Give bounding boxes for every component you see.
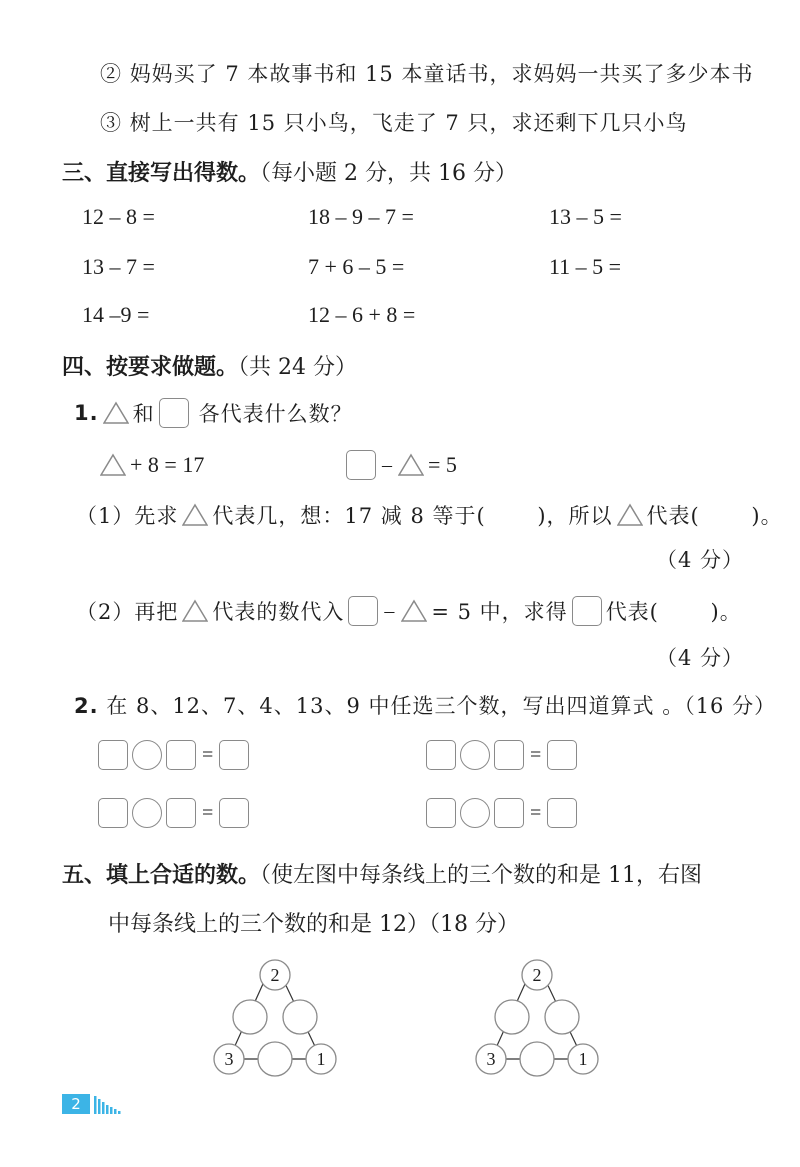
node-blank — [545, 1000, 579, 1034]
square-icon — [572, 596, 602, 626]
q-text: 代表几，想：17 减 8 等于( )，所以 — [212, 504, 613, 528]
expr: 18 – 9 – 7 = — [308, 204, 414, 229]
page-number: 2 — [62, 1094, 90, 1114]
item-text: 树上一共有 15 只小鸟，飞走了 7 只，求还剩下几只小鸟 — [129, 111, 688, 135]
equation-template — [426, 740, 577, 770]
equation-text: = 5 — [428, 452, 457, 477]
expr: 13 – 5 = — [549, 204, 622, 229]
equals-sign: = — [202, 743, 214, 766]
node-label: 2 — [270, 965, 280, 985]
operator-circle[interactable] — [460, 798, 490, 828]
answer-box[interactable] — [219, 798, 249, 828]
operator-circle[interactable] — [460, 740, 490, 770]
node-label: 3 — [486, 1049, 496, 1069]
answer-box[interactable] — [494, 740, 524, 770]
equation-template — [98, 740, 249, 770]
expr: 12 – 6 + 8 = — [308, 302, 416, 327]
minus-sign: – — [384, 599, 396, 622]
expr: 11 – 5 = — [549, 254, 622, 279]
q-text: 代表的数代入 — [212, 600, 345, 624]
square-icon — [159, 398, 189, 428]
q-text: （1）先求 — [76, 504, 179, 528]
operator-circle[interactable] — [132, 798, 162, 828]
score: （4 分） — [656, 646, 745, 670]
q-text: 在 8、12、7、4、13、9 中任选三个数，写出四道算式 。（16 分） — [106, 694, 777, 718]
triangle-icon — [398, 453, 424, 477]
equals-sign: = — [202, 801, 214, 824]
q-number: 1. — [74, 401, 99, 425]
triangle-icon — [182, 599, 208, 623]
q-text: 和 — [132, 402, 155, 426]
triangle-icon — [617, 503, 643, 527]
answer-box[interactable] — [426, 740, 456, 770]
section-note: （使左图中每条线上的三个数的和是 11，右图 — [260, 863, 703, 888]
answer-box[interactable] — [166, 740, 196, 770]
q-text: = 5 中，求得 — [431, 600, 568, 624]
expr: 12 – 8 = — [82, 204, 155, 229]
node-label: 2 — [532, 965, 542, 985]
section3-heading — [62, 156, 517, 187]
item-3 — [100, 107, 687, 137]
expr: 14 –9 = — [82, 302, 150, 327]
equation-template — [98, 798, 249, 828]
section5-note-line2: 中每条线上的三个数的和是 12）（18 分） — [108, 912, 519, 937]
triangle-icon — [182, 503, 208, 527]
equation-text: + 8 = 17 — [130, 452, 205, 477]
node-label: 3 — [224, 1049, 234, 1069]
section-title: 五、填上合适的数。 — [62, 863, 261, 888]
answer-box[interactable] — [547, 798, 577, 828]
q-number: 2. — [74, 694, 99, 718]
node-blank — [520, 1042, 554, 1076]
item-num: ② — [100, 62, 122, 86]
equation-template — [426, 798, 577, 828]
q-text: 代表( )。 — [605, 600, 742, 624]
q-text: 代表( )。 — [646, 504, 783, 528]
node-blank — [258, 1042, 292, 1076]
triangle-puzzle-right — [467, 955, 607, 1085]
item-2 — [100, 58, 753, 88]
item-text: 妈妈买了 7 本故事书和 15 本童话书，求妈妈一共买了多少本书 — [129, 62, 754, 86]
triangle-icon — [100, 453, 126, 477]
node-label: 1 — [578, 1049, 588, 1069]
section4-heading — [62, 350, 357, 381]
q1-part1 — [76, 500, 783, 530]
answer-box[interactable] — [98, 798, 128, 828]
item-num: ③ — [100, 111, 122, 135]
section-title: 四、按要求做题。 — [62, 355, 239, 380]
node-blank — [233, 1000, 267, 1034]
q1-part2 — [76, 596, 742, 626]
q2-prompt — [74, 690, 776, 720]
operator-circle[interactable] — [132, 740, 162, 770]
equals-sign: = — [530, 743, 542, 766]
score: （4 分） — [656, 548, 745, 572]
answer-box[interactable] — [219, 740, 249, 770]
section-title: 三、直接写出得数。 — [62, 161, 261, 186]
node-blank — [283, 1000, 317, 1034]
square-icon — [348, 596, 378, 626]
expr: 13 – 7 = — [82, 254, 155, 279]
expr: 7 + 6 – 5 = — [308, 254, 405, 279]
node-label: 1 — [316, 1049, 326, 1069]
q1-eq1 — [100, 452, 204, 478]
answer-box[interactable] — [426, 798, 456, 828]
triangle-puzzle-left — [205, 955, 345, 1085]
answer-box[interactable] — [166, 798, 196, 828]
answer-box[interactable] — [547, 740, 577, 770]
q-text: （2）再把 — [76, 600, 179, 624]
q-text: 各代表什么数？ — [198, 402, 353, 426]
section-note: （共 24 分） — [238, 355, 357, 380]
q1-eq2 — [346, 450, 457, 480]
section-note: （每小题 2 分，共 16 分） — [260, 161, 517, 186]
minus-sign: – — [382, 453, 392, 476]
triangle-icon — [401, 599, 427, 623]
answer-box[interactable] — [494, 798, 524, 828]
section5-heading — [62, 858, 702, 889]
node-blank — [495, 1000, 529, 1034]
equals-sign: = — [530, 801, 542, 824]
square-answer-box[interactable] — [346, 450, 376, 480]
answer-box[interactable] — [98, 740, 128, 770]
page-bars-decoration — [94, 1094, 124, 1114]
triangle-icon — [103, 401, 129, 425]
q1-prompt — [74, 398, 353, 428]
